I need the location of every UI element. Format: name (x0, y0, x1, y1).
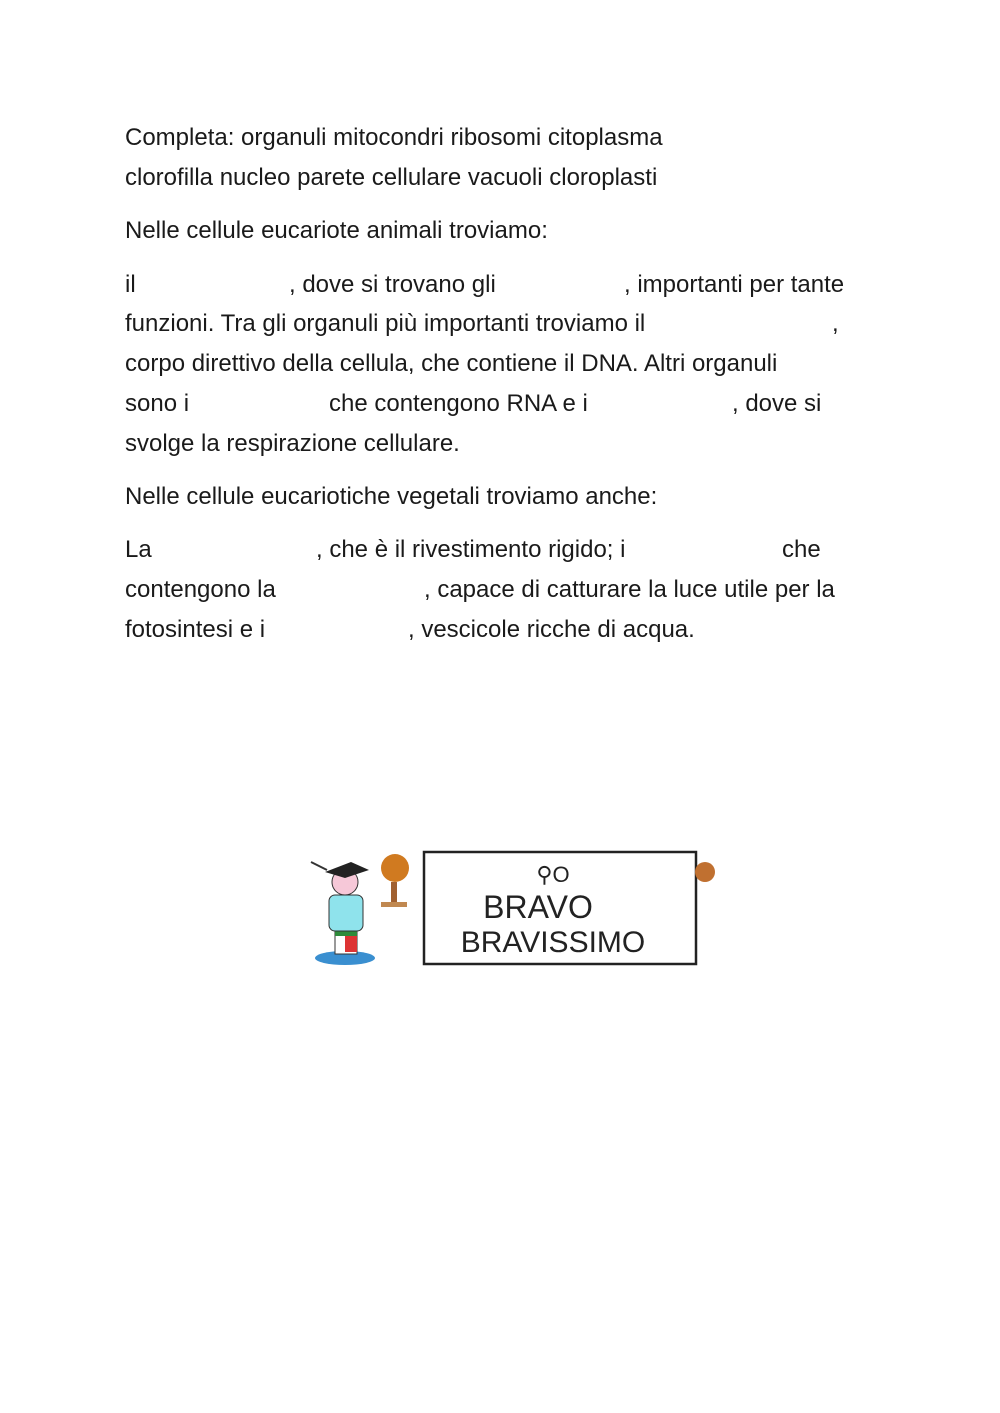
blank-nucleo[interactable] (745, 311, 830, 337)
bravo-bravissimo-illustration (303, 840, 723, 975)
plant-line-1 (0, 533, 1000, 567)
text: , importanti per tante (624, 271, 845, 298)
blank-cloroplasti[interactable] (682, 537, 778, 563)
text: contengono la (125, 576, 276, 603)
text: La (125, 536, 152, 563)
text: , che è il rivestimento rigido; i (316, 536, 626, 563)
plant-heading (0, 480, 1000, 514)
cartoon-student-icon (303, 840, 723, 975)
blank-ribosomi[interactable] (200, 391, 325, 417)
text: , dove si (732, 390, 822, 417)
animal-heading (0, 214, 1000, 248)
text: che contengono RNA e i (329, 390, 588, 417)
word-bank-line-2 (0, 161, 1000, 195)
text: , vescicole ricche di acqua. (408, 616, 695, 643)
word-bank-text: Completa: organuli mitocondri ribosomi citoplasma (125, 124, 663, 151)
text: che (782, 536, 821, 563)
animal-line-4 (0, 387, 1000, 421)
plant-line-2 (0, 573, 1000, 607)
blank-clorofilla[interactable] (303, 577, 420, 603)
animal-line-2 (0, 307, 1000, 341)
heading-text: Nelle cellule eucariotiche vegetali troviamo anche: (125, 483, 658, 510)
blank-citoplasma[interactable] (150, 272, 285, 298)
blank-parete-cellulare[interactable] (155, 537, 312, 563)
word-bank-line-1 (0, 121, 1000, 155)
text: svolge la respirazione cellulare. (125, 430, 460, 457)
text: fotosintesi e i (125, 616, 266, 643)
blank-mitocondri[interactable] (625, 391, 728, 417)
text: corpo direttivo della cellula, che contiene il DNA. Altri organuli (125, 350, 778, 377)
text: sono i (125, 390, 190, 417)
bravissimo-text: BRAVISSIMO (460, 926, 646, 959)
word-bank-text: clorofilla nucleo parete cellulare vacuoli cloroplasti (125, 164, 658, 191)
animal-line-1 (0, 268, 1000, 302)
text: , (832, 310, 839, 337)
blank-vacuoli[interactable] (290, 617, 404, 643)
blank-organuli[interactable] (530, 272, 620, 298)
bravo-text: BRAVO (483, 889, 593, 925)
plant-line-3 (0, 613, 1000, 647)
text: il (125, 271, 136, 298)
text: funzioni. Tra gli organuli più importanti troviamo il (125, 310, 646, 337)
animal-line-3 (0, 347, 1000, 381)
text: , capace di catturare la luce utile per la (424, 576, 835, 603)
animal-line-5 (0, 427, 1000, 461)
heading-text: Nelle cellule eucariote animali troviamo: (125, 217, 548, 244)
text: , dove si trovano gli (289, 271, 496, 298)
svg-text:⚲O: ⚲O (536, 862, 570, 887)
